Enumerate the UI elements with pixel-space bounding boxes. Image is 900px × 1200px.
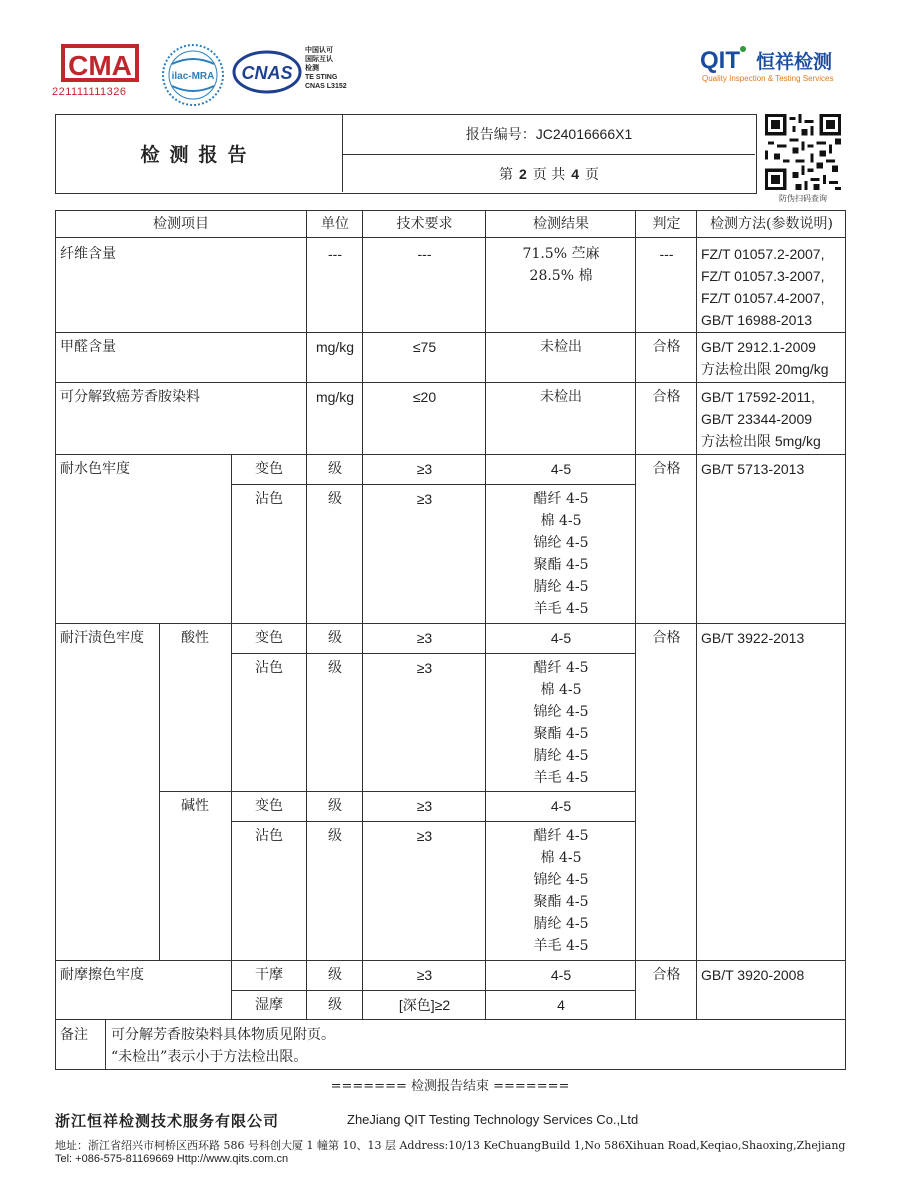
azo-unit: mg/kg [315,389,355,405]
sweat-acid-stain-results: 醋纤 4-5 棉 4-5 锦纶 4-5 聚酯 4-5 腈纶 4-5 羊毛 4-5 [533,660,589,786]
water-stain-label: 沾色 [255,491,283,507]
rub-verdict: 合格 [652,967,681,983]
svg-text:ilac-MRA: ilac-MRA [171,71,215,82]
sweat-acid-stain-label: 沾色 [255,660,283,676]
rub-dry-result: 4-5 [550,967,572,983]
sweat-fastness-item: 耐汗渍色牢度 [60,630,144,646]
azo-verdict: 合格 [652,389,681,405]
fiber-verdict: --- [659,246,674,262]
fiber-methods: FZ/T 01057.2-2007, FZ/T 01057.3-2007, FZ/T 01057.4-2007, GB/T 16988-2013 [701,246,825,328]
ilac-mra-logo [160,42,226,108]
sweat-alkali-stain-results: 醋纤 4-5 棉 4-5 锦纶 4-5 聚酯 4-5 腈纶 4-5 羊毛 4-5 [533,828,589,954]
water-stain-requirement: ≥3 [416,491,433,507]
rub-wet-result: 4 [557,997,565,1013]
formaldehyde-requirement: ≤75 [412,339,437,355]
water-fastness-item: 耐水色牢度 [60,461,130,477]
water-verdict: 合格 [652,461,681,477]
company-address: 地址：浙江省绍兴市柯桥区西环路 586 号科创大厦 1 幢第 10、13 层 Address:10/13 KeChuangBuild 1,No 586Xihuan Road,Keqiao,Shaoxing,Zhejiang [55,1139,846,1152]
fiber-item: 纤维含量 [60,246,116,262]
cma-text: CMA [68,50,132,81]
sweat-alkali-stain-label: 沾色 [255,828,283,844]
svg-text:Quality Inspection & Testing S: Quality Inspection & Testing Services [702,74,834,83]
cnas-logo [232,50,302,94]
qr-caption: 防伪扫码查询 [779,194,827,203]
formaldehyde-unit: mg/kg [315,339,355,355]
formaldehyde-verdict: 合格 [652,339,681,355]
sweat-alkali-stain-requirement: ≥3 [416,828,433,844]
sweat-alkali-change-label: 变色 [255,798,283,814]
formaldehyde-methods: GB/T 2912.1-2009 方法检出限 20mg/kg [701,339,829,377]
water-change-requirement: ≥3 [416,461,433,477]
report-end-marker: ======= 检测报告结束 ======= [330,1079,570,1094]
sweat-alkali-stain-unit: 级 [328,828,342,844]
water-method: GB/T 5713-2013 [701,461,805,477]
sweat-alkali-change-result: 4-5 [550,798,572,814]
report-title: 检测报告 [55,114,343,192]
page-indicator: 第 2 页 共 4 页 [498,166,600,183]
cnas-caption: 中国认可 国际互认 检测 TE STING CNAS L3152 [305,47,347,90]
sweat-method: GB/T 3922-2013 [701,630,805,646]
col-header-result: 检测结果 [533,216,589,232]
col-header-item: 检测项目 [153,216,209,232]
rub-wet-label: 湿摩 [255,997,283,1013]
sweat-acid-change-label: 变色 [255,630,283,646]
sweat-acid-change-result: 4-5 [550,630,572,646]
azo-requirement: ≤20 [412,389,437,405]
fiber-requirement: --- [417,246,432,262]
qit-logo [700,44,840,84]
company-name-en: ZheJiang QIT Testing Technology Services Co.,Ltd [347,1112,639,1127]
sweat-acid-stain-unit: 级 [328,660,342,676]
rub-wet-unit: 级 [328,997,342,1013]
azo-item: 可分解致癌芳香胺染料 [60,389,200,405]
col-header-unit: 单位 [321,216,349,232]
qr-code[interactable] [765,114,841,190]
svg-text:恒祥检测: 恒祥检测 [756,51,833,73]
water-stain-results: 醋纤 4-5 棉 4-5 锦纶 4-5 聚酯 4-5 腈纶 4-5 羊毛 4-5 [533,491,589,617]
fiber-results: 71.5% 苎麻 28.5% 棉 [522,246,600,284]
sweat-acid-change-unit: 级 [328,630,342,646]
azo-result: 未检出 [540,389,582,405]
rub-fastness-item: 耐摩擦色牢度 [60,967,144,983]
rub-dry-label: 干摩 [255,967,283,983]
sweat-acid-label: 酸性 [181,630,209,646]
svg-text:QIT: QIT [700,47,740,74]
water-change-label: 变色 [255,461,283,477]
rub-method: GB/T 3920-2008 [701,967,805,983]
rub-dry-unit: 级 [328,967,342,983]
sweat-alkali-label: 碱性 [181,798,209,814]
sweat-acid-stain-requirement: ≥3 [416,660,433,676]
water-change-unit: 级 [328,461,342,477]
rub-dry-requirement: ≥3 [416,967,433,983]
sweat-acid-change-requirement: ≥3 [416,630,433,646]
rub-wet-requirement: [深色]≥2 [398,997,451,1013]
water-change-result: 4-5 [550,461,572,477]
report-number: 报告编号： JC24016666X1 [343,114,755,155]
water-stain-unit: 级 [328,491,342,507]
fiber-unit: --- [328,246,342,262]
formaldehyde-result: 未检出 [540,339,582,355]
remarks: 可分解芳香胺染料具体物质见附页。 “未检出”表示小于方法检出限。 [111,1027,335,1065]
col-header-method: 检测方法(参数说明) [710,216,833,232]
sweat-alkali-change-unit: 级 [328,798,342,814]
col-header-requirement: 技术要求 [396,216,453,232]
sweat-verdict: 合格 [652,630,681,646]
company-contact: Tel: +086-575-81169669 Http://www.qits.com.cn [55,1153,289,1165]
test-results-table [55,210,846,1070]
remark-label: 备注 [60,1027,88,1043]
svg-text:CNAS: CNAS [241,63,293,83]
sweat-alkali-change-requirement: ≥3 [416,798,433,814]
formaldehyde-item: 甲醛含量 [60,339,116,355]
cma-number: 221111111326 [52,86,127,98]
azo-methods: GB/T 17592-2011, GB/T 23344-2009 方法检出限 5mg/kg [701,389,821,449]
col-header-verdict: 判定 [652,216,681,232]
company-name-cn: 浙江恒祥检测技术服务有限公司 [55,1112,280,1130]
